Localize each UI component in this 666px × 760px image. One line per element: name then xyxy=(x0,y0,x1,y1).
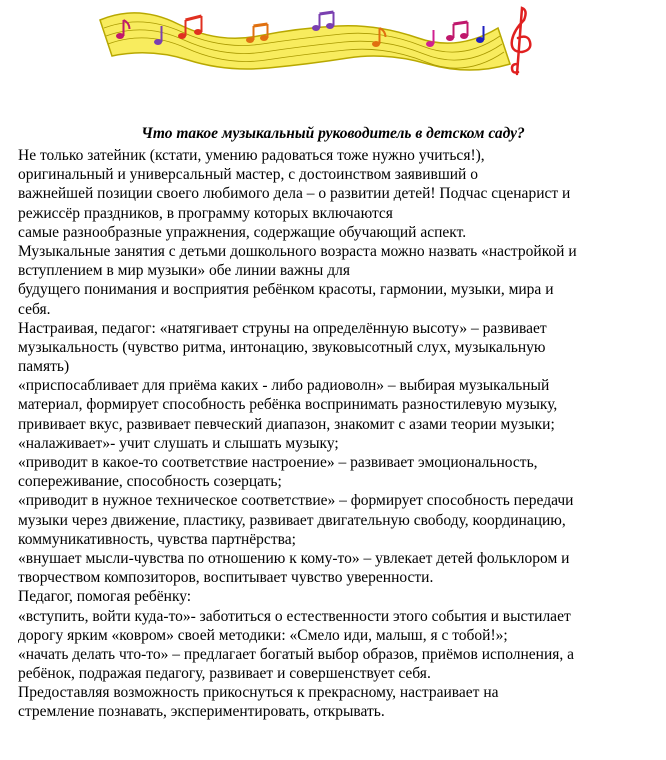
body-line: самые разнообразные упражнения, содержащие обучающий аспект. xyxy=(18,223,467,241)
body-line: «вступить, войти куда-то»- заботиться о естественности этого события и выстилает xyxy=(18,607,571,625)
body-line: Не только затейник (кстати, умению радоваться тоже нужно учиться!), xyxy=(18,147,485,164)
body-line: вступлением в мир музыки» обе линии важны для xyxy=(18,262,350,280)
body-line: коммуникативность, чувства партнёрства; xyxy=(18,530,296,548)
body-line: материал, формирует способность ребёнка воспринимать разностилевую музыку, xyxy=(18,396,558,414)
body-line: прививает вкус, развивает певческий диапазон, знакомит с азами теории музыки; xyxy=(18,415,555,433)
body-line: творчеством композиторов, воспитывает чувство уверенности. xyxy=(18,569,434,587)
body-line: дорогу ярким «ковром» своей методики: «Смело иди, малыш, я с тобой!»; xyxy=(18,626,508,644)
body-line: себя. xyxy=(18,300,51,318)
body-line: сопереживание, способность созерцать; xyxy=(18,473,282,491)
body-line: Педагог, помогая ребёнку: xyxy=(18,588,192,606)
body-line: режиссёр праздников, в программу которых включаются xyxy=(18,204,393,222)
body-line: «начать делать что-то» – предлагает богатый выбор образов, приёмов исполнения, а xyxy=(18,645,575,663)
body-line: «налаживает»- учит слушать и слышать музыку; xyxy=(18,434,339,452)
body-line: ребёнок, подражая педагогу, развивает и совершенствует себя. xyxy=(18,665,431,683)
document-body xyxy=(18,146,664,722)
body-line: будущего понимания и восприятия ребёнком красоты, гармонии, музыки, мира и xyxy=(18,281,554,299)
body-line: «внушает мысли-чувства по отношению к кому-то» – увлекает детей фольклором и xyxy=(18,549,570,567)
body-line: Настраивая, педагог: «натягивает струны на определённую высоту» – развивает xyxy=(18,319,547,337)
body-line: важнейшей позиции своего любимого дела – о развитии детей! Подчас сценарист и xyxy=(18,185,571,203)
music-note-icon xyxy=(426,30,434,47)
body-line: оригинальный и универсальный мастер, с достоинством заявивший о xyxy=(18,166,478,184)
body-line: «приспосабливает для приёма каких - либо радиоволн» – выбирая музыкальный xyxy=(18,377,550,395)
body-line: Музыкальные занятия с детьми дошкольного возраста можно назвать «настройкой и xyxy=(18,242,577,260)
body-line: музыкальность (чувство ритма, интонацию, звуковысотный слух, музыкальную xyxy=(18,338,546,356)
body-line: Предоставляя возможность прикоснуться к прекрасному, настраивает на xyxy=(18,684,499,702)
body-line: стремление познавать, экспериментировать, открывать. xyxy=(18,703,385,721)
body-line: «приводит в какое-то соответствие настроение» – развивает эмоциональность, xyxy=(18,454,538,471)
music-note-icon xyxy=(446,22,468,41)
body-line: «приводит в нужное техническое соответствие» – формирует способность передачи xyxy=(18,492,574,510)
music-note-icon xyxy=(476,26,484,43)
music-notes-banner xyxy=(98,2,538,82)
body-line: память) xyxy=(18,358,70,376)
treble-clef-icon xyxy=(512,8,531,74)
body-line: музыки через движение, пластику, развивает двигательную свободу, координацию, xyxy=(18,511,566,529)
document-title: Что такое музыкальный руководитель в детском саду? xyxy=(141,125,525,142)
